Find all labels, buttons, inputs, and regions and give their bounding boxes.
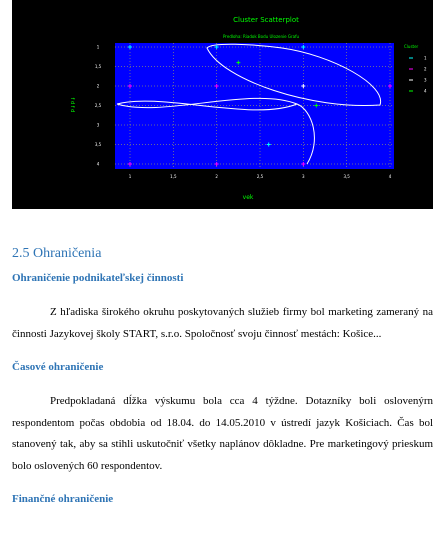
y-tick-label: 1: [96, 44, 100, 50]
subsection-heading-finance: Finančné ohraničenie: [12, 493, 114, 505]
y-tick-label: 3: [96, 122, 100, 128]
x-tick-label: 2: [215, 174, 218, 179]
legend: [409, 56, 427, 94]
x-tick-label: 1: [128, 174, 132, 179]
legend-label: 1: [424, 55, 427, 61]
y-tick-label: 3,5: [94, 142, 102, 147]
chart-title: Cluster Scatterplot: [233, 16, 299, 24]
section-heading: 2.5 Ohraničenia: [12, 246, 102, 261]
legend-title: Cluster: [404, 44, 419, 49]
x-tick-label: 1,5: [170, 174, 177, 179]
y-tick-labels: [95, 45, 102, 167]
x-tick-label: 3: [302, 174, 305, 179]
x-tick-labels: [129, 174, 392, 179]
paragraph-business: Z hľadiska širokého okruhu poskytovaných služieb firmy bol marketing zameraný na činnosti Jazykovej školy START, s.r.o. Spoločnosť svoju činnosť mestách: Košice...: [12, 306, 433, 340]
cluster-scatterplot-image: [12, 0, 433, 209]
plot-area: [115, 43, 394, 169]
legend-label: 2: [424, 66, 427, 72]
legend-label: 4: [424, 88, 427, 94]
x-tick-label: 3,5: [343, 174, 350, 179]
x-axis-label: vek: [242, 194, 254, 201]
y-tick-label: 4: [96, 161, 100, 167]
legend-label: 3: [424, 77, 427, 83]
subsection-heading-time: Časové ohraničenie: [12, 361, 104, 373]
y-axis-label: f d f d: [69, 97, 75, 113]
y-tick-label: 1,5: [94, 64, 102, 69]
x-tick-label: 2,5: [256, 174, 264, 179]
subsection-heading-business: Ohraničenie podnikateľskej činnosti: [12, 272, 184, 284]
scatterplot-svg: [12, 0, 433, 209]
x-tick-label: 4: [388, 174, 392, 179]
chart-subtitle: Predloha: Riadok Bodu Ulozenie Grafu: [222, 34, 300, 39]
y-tick-label: 2,5: [94, 103, 102, 108]
document-body: [12, 245, 433, 506]
y-tick-label: 2: [96, 83, 100, 89]
paragraph-time: Predpokladaná dĺžka výskumu bola cca 4 týždne. Dotazníky boli oslovenýrn respondentom počas obdobia od 18.04. do 14.05.2010 v ústredí jazyk Košiciach. Čas bol stanovený tak, aby sa stihli uskutočniť všetky naplánov dôkladne. Pre marketingový prieskum bolo oslovených 60 respondentov.: [12, 395, 433, 472]
